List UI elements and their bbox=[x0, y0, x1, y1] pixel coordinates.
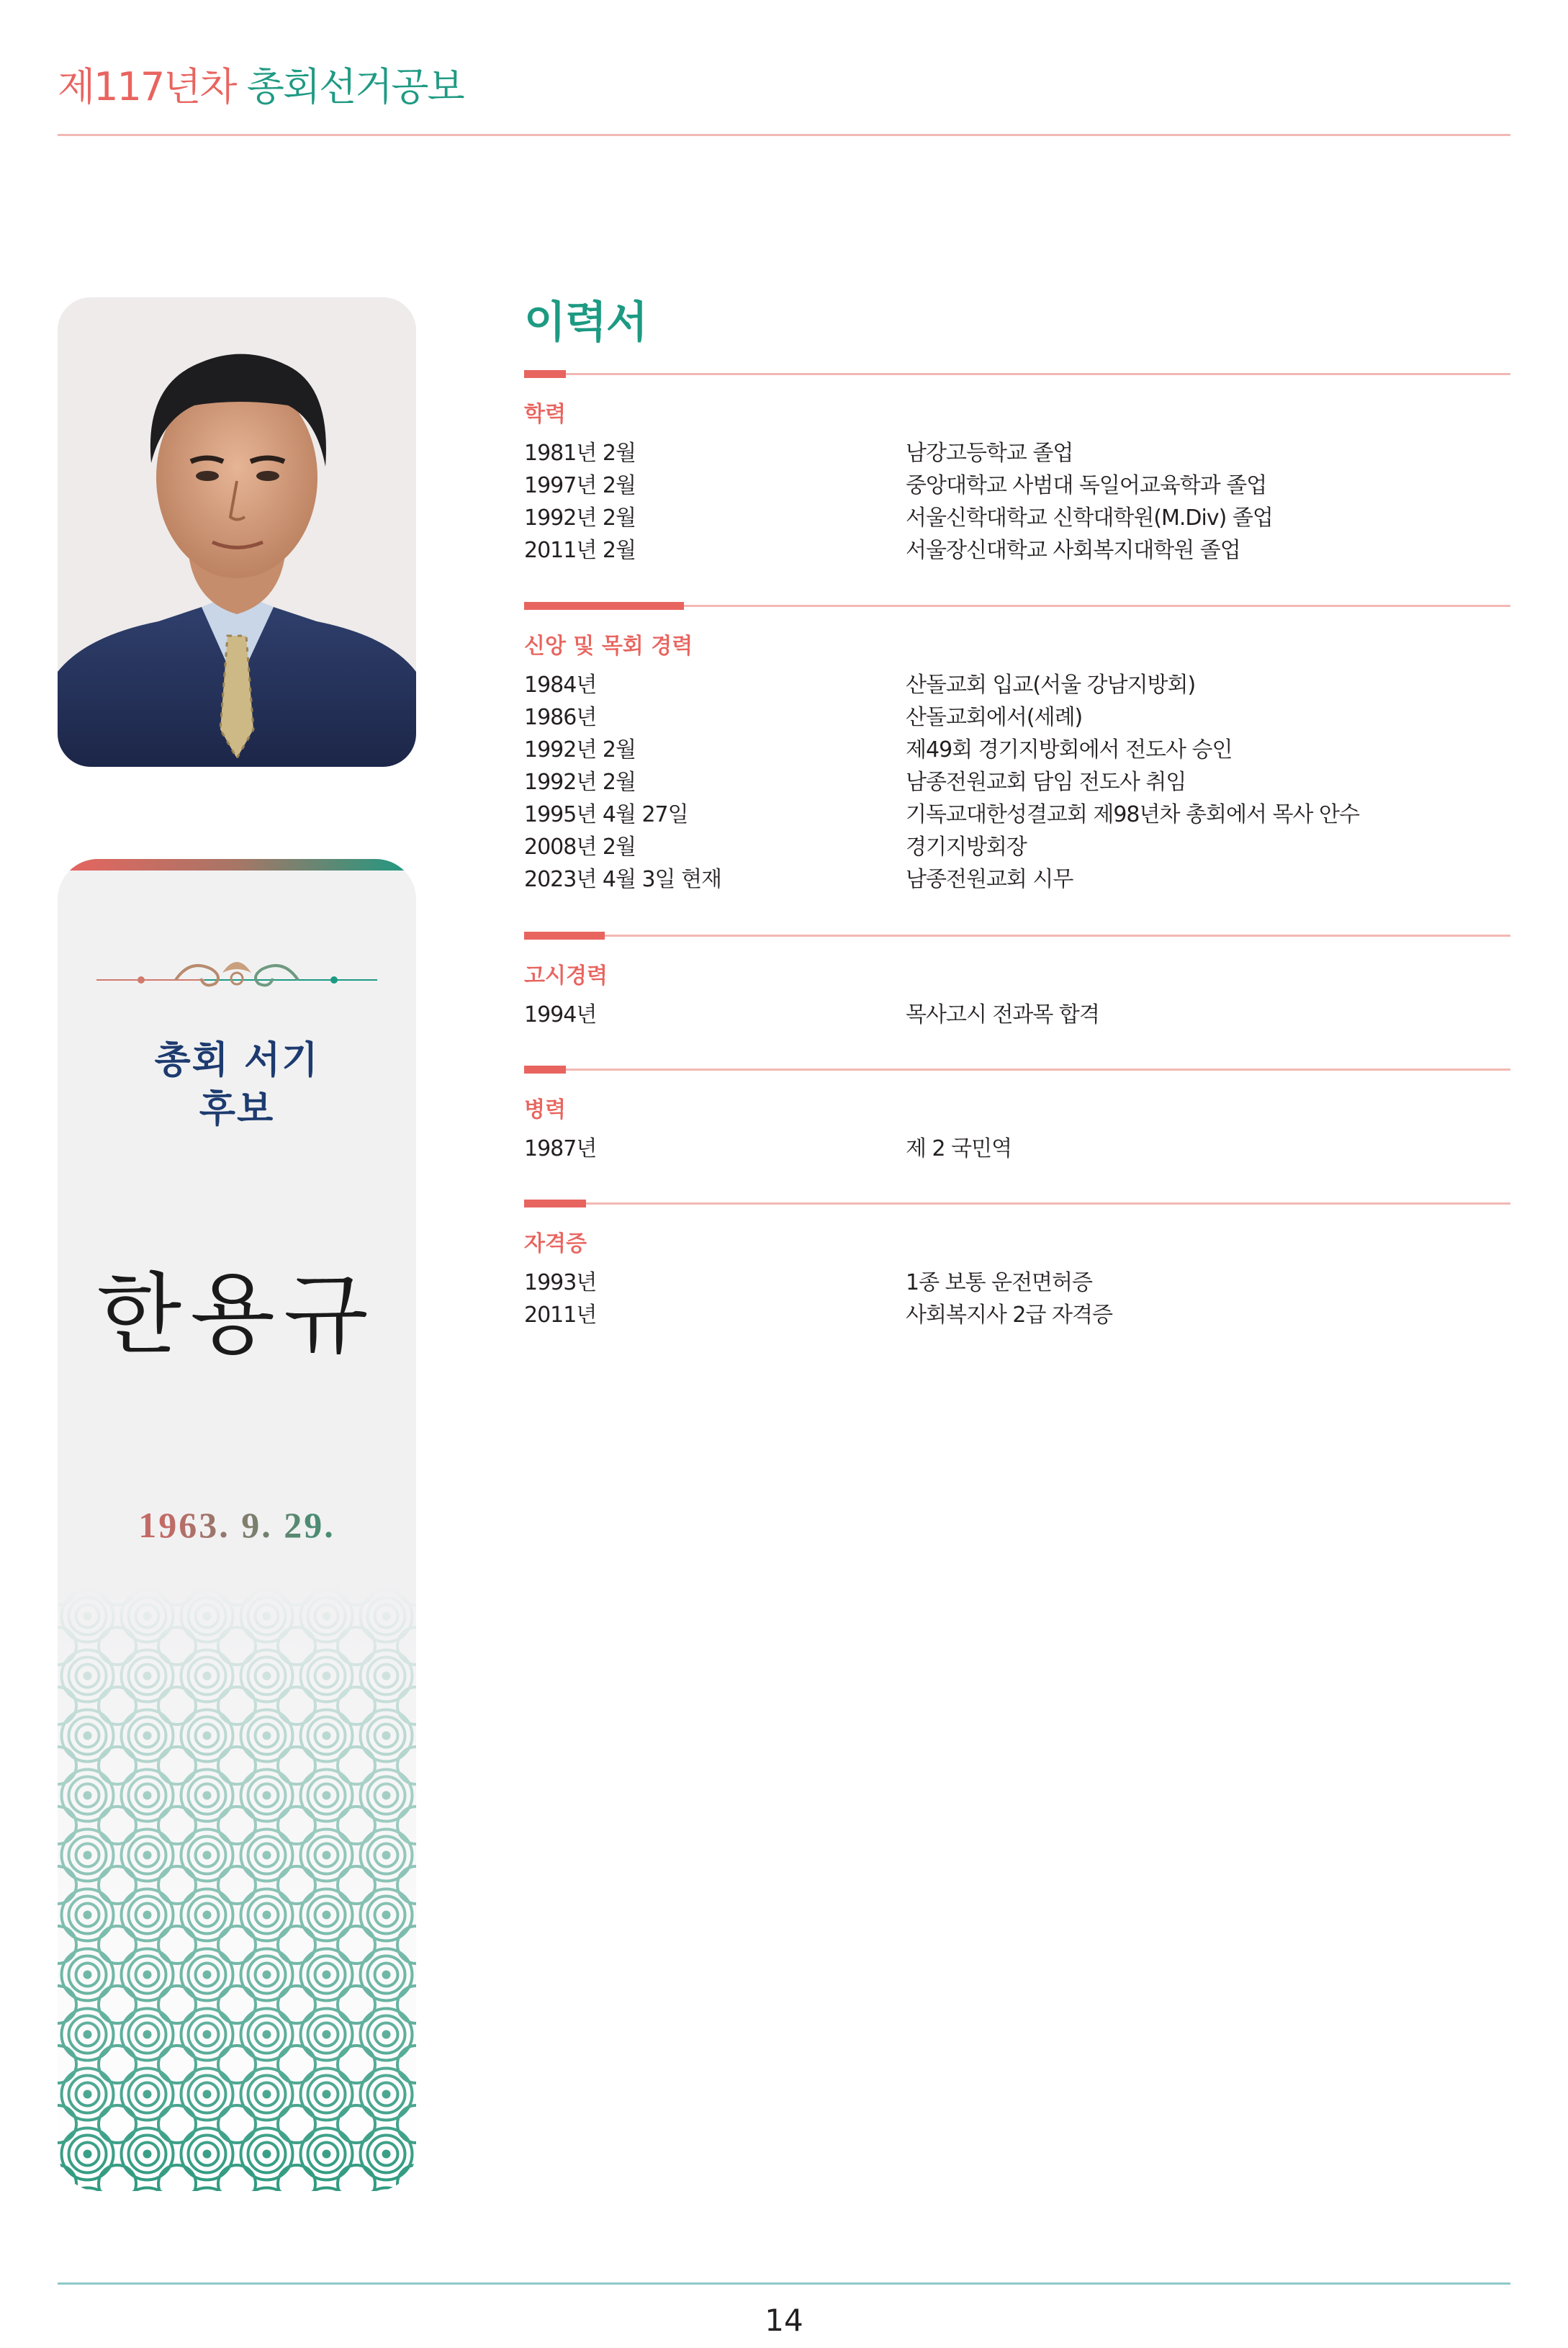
section-marker bbox=[524, 370, 566, 378]
item-desc: 서울신학대학교 신학대학원(M.Div) 졸업 bbox=[906, 505, 1273, 531]
item-date: 1981년 2월 bbox=[524, 441, 636, 466]
item-desc: 산돌교회 입교(서울 강남지방회) bbox=[906, 673, 1196, 698]
list-item bbox=[524, 829, 1510, 861]
resume-panel bbox=[524, 288, 1510, 1328]
publication-header bbox=[58, 56, 464, 112]
section-divider bbox=[524, 935, 1510, 937]
item-date: 1994년 bbox=[524, 1002, 597, 1027]
section-title: 병력 bbox=[524, 1097, 566, 1123]
section-title: 자격증 bbox=[524, 1231, 587, 1256]
item-date: 2011년 bbox=[524, 1303, 597, 1328]
item-desc: 서울장신대학교 사회복지대학원 졸업 bbox=[906, 538, 1240, 563]
item-date: 2023년 4월 3일 현재 bbox=[524, 867, 722, 892]
item-desc: 중앙대학교 사범대 독일어교육학과 졸업 bbox=[906, 473, 1267, 498]
candidate-photo bbox=[58, 297, 416, 767]
item-desc: 산돌교회에서(세례) bbox=[906, 705, 1083, 730]
section-divider bbox=[524, 1069, 1510, 1071]
portrait-image bbox=[58, 297, 416, 767]
list-item bbox=[524, 997, 1510, 1029]
item-desc: 남종전원교회 담임 전도사 취임 bbox=[906, 770, 1186, 795]
item-desc: 사회복지사 2급 자격증 bbox=[906, 1303, 1112, 1328]
section-divider bbox=[524, 373, 1510, 375]
item-date: 1986년 bbox=[524, 705, 597, 730]
card-accent-bar bbox=[58, 859, 416, 871]
section-marker bbox=[524, 1066, 566, 1074]
list-item bbox=[524, 732, 1510, 764]
section-title: 학력 bbox=[524, 402, 566, 427]
ornament-icon bbox=[96, 951, 377, 994]
item-date: 1995년 4월 27일 bbox=[524, 802, 688, 827]
header-title: 총회선거공보 bbox=[246, 64, 464, 109]
item-date: 1992년 2월 bbox=[524, 737, 636, 763]
list-item bbox=[524, 500, 1510, 532]
section-divider bbox=[524, 1202, 1510, 1205]
list-item bbox=[524, 796, 1510, 829]
resume-title: 이력서 bbox=[524, 297, 647, 348]
item-desc: 경기지방회장 bbox=[906, 835, 1027, 860]
list-item bbox=[524, 1264, 1510, 1297]
item-date: 1984년 bbox=[524, 673, 597, 698]
list-item bbox=[524, 532, 1510, 564]
item-desc: 1종 보통 운전면허증 bbox=[906, 1270, 1092, 1295]
section-marker bbox=[524, 602, 684, 610]
item-date: 1993년 bbox=[524, 1270, 597, 1295]
candidate-birth-date: 1963. 9. 29. bbox=[58, 1504, 416, 1546]
item-date: 2008년 2월 bbox=[524, 835, 636, 860]
item-desc: 목사고시 전과목 합격 bbox=[906, 1002, 1099, 1027]
header-divider bbox=[58, 134, 1510, 136]
page-number: 14 bbox=[765, 2303, 803, 2338]
item-date: 1997년 2월 bbox=[524, 473, 636, 498]
candidate-role bbox=[58, 1036, 416, 1134]
section-marker bbox=[524, 1200, 586, 1207]
list-item bbox=[524, 1130, 1510, 1163]
section-marker bbox=[524, 932, 605, 940]
card-accent-mask bbox=[58, 871, 416, 899]
list-item bbox=[524, 861, 1510, 894]
candidate-card bbox=[58, 859, 416, 2191]
header-year: 제117년차 bbox=[58, 64, 236, 109]
item-date: 1987년 bbox=[524, 1136, 597, 1161]
wave-pattern-icon bbox=[58, 1586, 416, 2191]
item-desc: 제 2 국민역 bbox=[906, 1136, 1012, 1161]
item-desc: 남강고등학교 졸업 bbox=[906, 441, 1073, 466]
section-title: 신앙 및 목회 경력 bbox=[524, 634, 693, 659]
item-date: 1992년 2월 bbox=[524, 505, 636, 531]
item-desc: 기독교대한성결교회 제98년차 총회에서 목사 안수 bbox=[906, 802, 1359, 827]
list-item bbox=[524, 667, 1510, 699]
list-item bbox=[524, 467, 1510, 500]
footer-divider bbox=[58, 2282, 1510, 2285]
item-date: 2011년 2월 bbox=[524, 538, 636, 563]
list-item bbox=[524, 699, 1510, 732]
list-item bbox=[524, 764, 1510, 796]
item-desc: 제49회 경기지방회에서 전도사 승인 bbox=[906, 737, 1233, 763]
list-item bbox=[524, 1297, 1510, 1329]
item-desc: 남종전원교회 시무 bbox=[906, 867, 1073, 892]
section-title: 고시경력 bbox=[524, 963, 608, 989]
item-date: 1992년 2월 bbox=[524, 770, 636, 795]
candidate-name: 한용규 bbox=[96, 1264, 377, 1366]
role-line-1: 총회 서기 bbox=[154, 1039, 320, 1082]
role-line-2: 후보 bbox=[199, 1088, 275, 1131]
list-item bbox=[524, 435, 1510, 467]
